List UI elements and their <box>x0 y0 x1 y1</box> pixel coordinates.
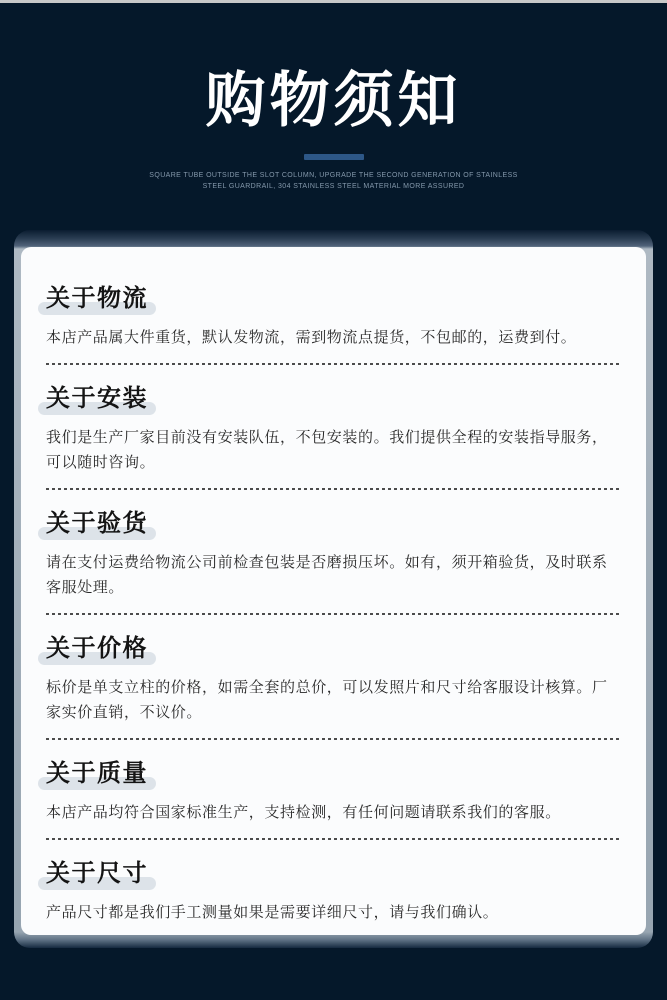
section-body: 请在支付运费给物流公司前检查包装是否磨损压坏。如有，须开箱验货，及时联系客服处理。 <box>46 554 608 597</box>
section-heading <box>46 383 621 415</box>
section-body: 我们是生产厂家目前没有安装队伍，不包安装的。我们提供全程的安装指导服务，可以随时咨询。 <box>46 429 608 472</box>
section-body: 本店产品均符合国家标准生产，支持检测，有任何问题请联系我们的客服。 <box>46 804 561 822</box>
section-heading-text: 关于安装 <box>46 383 148 415</box>
section-heading <box>46 858 621 890</box>
section-body: 标价是单支立柱的价格，如需全套的总价，可以发照片和尺寸给客服设计核算。厂家实价直销，不议价。 <box>46 679 608 722</box>
section-logistics <box>46 283 621 365</box>
section-heading-text: 关于验货 <box>46 508 148 540</box>
section-price <box>46 633 621 740</box>
section-heading <box>46 283 621 315</box>
section-quality <box>46 758 621 840</box>
section-body: 本店产品属大件重货，默认发物流，需到物流点提货，不包邮的，运费到付。 <box>46 329 577 347</box>
section-heading-text: 关于物流 <box>46 283 148 315</box>
section-installation <box>46 383 621 490</box>
section-heading <box>46 758 621 790</box>
title-underline <box>304 154 364 160</box>
page-title: 购物须知 <box>205 67 462 134</box>
dashed-divider <box>46 363 621 365</box>
section-heading-text: 关于质量 <box>46 758 148 790</box>
section-heading-text: 关于尺寸 <box>46 858 148 890</box>
section-inspection <box>46 508 621 615</box>
dashed-divider <box>46 738 621 740</box>
dashed-divider <box>46 838 621 840</box>
notice-card-frame <box>14 230 653 948</box>
section-heading <box>46 508 621 540</box>
section-body: 产品尺寸都是我们手工测量如果是需要详细尺寸，请与我们确认。 <box>46 904 499 922</box>
notice-header <box>0 3 667 192</box>
notice-card <box>21 247 646 935</box>
section-dimensions <box>46 858 621 925</box>
subtitle <box>0 170 667 192</box>
subtitle-line-2: STEEL GUARDRAIL, 304 STAINLESS STEEL MATERIAL MORE ASSURED <box>202 183 465 191</box>
dashed-divider <box>46 488 621 490</box>
subtitle-line-1: SQUARE TUBE OUTSIDE THE SLOT COLUMN, UPGRADE THE SECOND GENERATION OF STAINLESS <box>149 172 518 179</box>
section-heading <box>46 633 621 665</box>
dashed-divider <box>46 613 621 615</box>
section-heading-text: 关于价格 <box>46 633 148 665</box>
